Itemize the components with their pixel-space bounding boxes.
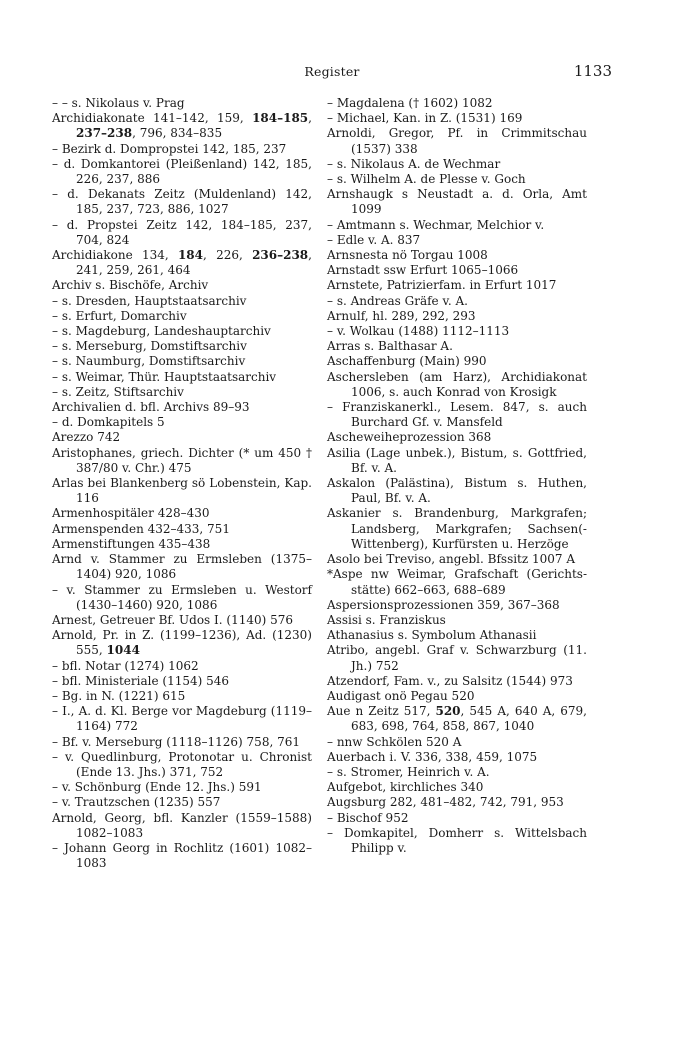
index-entry <box>327 354 587 369</box>
index-entry-bold-page-ref: 520 <box>435 704 461 719</box>
index-entry-text: , 796, 834–835 <box>132 126 223 141</box>
index-entry <box>327 826 587 856</box>
index-entry-text: – bfl. Ministeriale (1154) 546 <box>52 673 230 688</box>
index-entry-text: – d. Domkantorei (Pleißenland) 142, 185, 226, 237, 886 <box>52 156 312 187</box>
index-entry <box>52 309 312 324</box>
index-column-right <box>327 96 587 856</box>
index-entry <box>327 96 587 111</box>
index-entry-text: Aschaffenburg (Main) 990 <box>327 354 487 369</box>
index-entry <box>327 704 587 734</box>
index-entry-text: – I., A. d. Kl. Berge vor Magdeburg (1119–1164) 772 <box>52 704 312 734</box>
index-entry-text: – nnw Schkölen 520 A <box>327 734 462 749</box>
index-entry <box>327 628 587 643</box>
index-entry-text: , 241, 259, 261, 464 <box>76 248 312 278</box>
index-entry-text: – Bg. in N. (1221) 615 <box>52 688 186 703</box>
index-entry-text: , 545 A, 640 A, 679, 683, 698, 764, 858, 867, 1040 <box>351 704 587 734</box>
index-entry-text: – – s. Nikolaus v. Prag <box>52 96 185 110</box>
index-entry-text: – s. Zeitz, Stiftsarchiv <box>52 384 184 399</box>
index-entry <box>327 339 587 354</box>
index-entry-text: Ascheweiheprozession 368 <box>327 430 492 445</box>
index-column-left <box>52 96 312 871</box>
index-entry-text: Aufgebot, kirchliches 340 <box>327 780 484 795</box>
index-entry-text: Arras s. Balthasar A. <box>327 339 453 354</box>
index-entry-text: Asolo bei Treviso, angebl. Bfssitz 1007 A <box>327 552 576 567</box>
index-entry <box>327 294 587 309</box>
index-entry-text: – v. Quedlinburg, Protonotar u. Chronist (Ende 13. Jhs.) 371, 752 <box>52 749 312 779</box>
index-entry-text: Arnd v. Stammer zu Ermsleben (1375–1404) 920, 1086 <box>52 552 312 582</box>
page-number: 1133 <box>573 62 612 80</box>
index-entry-text: Armenspenden 432–433, 751 <box>52 521 230 536</box>
index-entry <box>52 324 312 339</box>
index-entry-text: Archivalien d. bfl. Archivs 89–93 <box>52 400 250 415</box>
index-entry <box>327 506 587 552</box>
index-entry-text: – Magdalena († 1602) 1082 <box>327 96 493 110</box>
index-entry-text: – v. Schönburg (Ende 12. Jhs.) 591 <box>52 780 262 795</box>
index-entry <box>327 674 587 689</box>
index-entry-text: Aue n Zeitz 517, <box>327 704 436 719</box>
index-entry <box>52 385 312 400</box>
index-entry <box>327 750 587 765</box>
index-entry <box>327 613 587 628</box>
index-entry-text: – s. Wilhelm A. de Plesse v. Goch <box>327 172 526 187</box>
index-entry-text: Arlas bei Blankenberg sö Lobenstein, Kap. 116 <box>52 476 312 506</box>
index-entry-bold-page-ref: 237–238 <box>76 126 133 141</box>
index-entry-text: Atzendorf, Fam. v., zu Salsitz (1544) 973 <box>327 673 573 688</box>
index-entry-text: Arnshaugk s Neustadt a. d. Orla, Amt 1099 <box>327 187 587 217</box>
index-entry-text: – s. Weimar, Thür. Hauptstaatsarchiv <box>52 369 277 384</box>
index-entry <box>52 628 312 658</box>
index-entry-text: Archiv s. Bischöfe, Archiv <box>52 278 209 293</box>
index-entry-text: – bfl. Notar (1274) 1062 <box>52 658 199 673</box>
index-entry-text: Arnold, Pr. in Z. (1199–1236), Ad. (1230) 555, <box>52 628 312 658</box>
index-entry <box>52 659 312 674</box>
index-entry-text: – Johann Georg in Rochlitz (1601) 1082–1083 <box>52 840 312 871</box>
index-entry <box>52 780 312 795</box>
index-entry <box>327 765 587 780</box>
index-entry-text: – d. Domkapitels 5 <box>52 415 165 430</box>
index-entry-text: Arnoldi, Gregor, Pf. in Crimmitschau (1537) 338 <box>327 126 587 156</box>
index-entry-text: – s. Stromer, Heinrich v. A. <box>327 764 490 779</box>
index-entry-text: – s. Erfurt, Domarchiv <box>52 308 187 323</box>
index-entry <box>327 218 587 233</box>
index-entry-text: Arnstete, Patrizierfam. in Erfurt 1017 <box>327 278 557 293</box>
index-entry <box>52 370 312 385</box>
index-entry <box>327 370 587 400</box>
index-entry-text: – s. Magdeburg, Landeshauptarchiv <box>52 324 271 339</box>
index-entry-text: Atribo, angebl. Graf v. Schwarzburg (11. Jh.) 752 <box>327 643 587 673</box>
index-entry <box>327 248 587 263</box>
index-entry-text: – v. Wolkau (1488) 1112–1113 <box>327 324 510 339</box>
index-entry-text: – Bischof 952 <box>327 810 409 825</box>
index-entry-text: Arnest, Getreuer Bf. Udos I. (1140) 576 <box>52 612 294 627</box>
index-entry-text: Aspersionsprozessionen 359, 367–368 <box>327 597 560 612</box>
index-entry-text: Aristophanes, griech. Dichter (* um 450 † 387/80 v. Chr.) 475 <box>52 445 312 475</box>
index-entry-text: – v. Stammer zu Ermsleben u. Westorf (1430–1460) 920, 1086 <box>52 582 312 612</box>
index-entry <box>327 643 587 673</box>
index-entry <box>52 218 312 248</box>
index-entry <box>52 613 312 628</box>
index-entry-text: – Edle v. A. 837 <box>327 232 421 247</box>
index-entry-bold-page-ref: 1044 <box>106 643 140 658</box>
index-entry <box>52 522 312 537</box>
index-entry <box>52 96 312 111</box>
index-entry <box>52 841 312 871</box>
index-entry-text: – d. Propstei Zeitz 142, 184–185, 237, 704, 824 <box>52 217 312 247</box>
index-entry-text: Arnsnesta nö Torgau 1008 <box>327 248 488 263</box>
index-entry <box>327 552 587 567</box>
index-entry <box>327 780 587 795</box>
index-entry <box>327 400 587 430</box>
index-entry-text: Arnold, Georg, bfl. Kanzler (1559–1588) 1082–1083 <box>52 810 312 840</box>
index-entry <box>327 278 587 293</box>
index-entry <box>52 430 312 445</box>
index-entry <box>327 309 587 324</box>
index-entry <box>52 583 312 613</box>
index-entry <box>52 339 312 354</box>
index-entry <box>52 537 312 552</box>
index-entry-text: – s. Naumburg, Domstiftsarchiv <box>52 354 246 369</box>
index-entry-text: Armenstiftungen 435–438 <box>52 536 211 551</box>
index-entry-text: Audigast onö Pegau 520 <box>327 688 475 703</box>
index-entry <box>52 735 312 750</box>
index-entry-text: Archidiakone 134, <box>52 248 178 263</box>
index-entry-text: Asilia (Lage unbek.), Bistum, s. Gottfried, Bf. v. A. <box>327 445 587 475</box>
index-entry-text: – Bf. v. Merseburg (1118–1126) 758, 761 <box>52 734 300 749</box>
running-title: Register <box>304 64 360 79</box>
index-entry <box>52 446 312 476</box>
index-entry-text: – Michael, Kan. in Z. (1531) 169 <box>327 111 523 126</box>
index-entry <box>327 157 587 172</box>
index-entry <box>327 126 587 156</box>
index-entry <box>327 567 587 597</box>
index-entry-text: Augsburg 282, 481–482, 742, 791, 953 <box>327 795 564 810</box>
index-entry-text: Athanasius s. Symbolum Athanasii <box>327 628 537 643</box>
index-entry <box>327 795 587 810</box>
index-entry <box>327 689 587 704</box>
index-entry-text: – s. Dresden, Hauptstaatsarchiv <box>52 293 247 308</box>
index-entry-text: Aschersleben (am Harz), Archidiakonat 1006, s. auch Konrad von Krosigk <box>327 369 587 399</box>
index-entry <box>327 430 587 445</box>
index-entry <box>52 795 312 810</box>
index-entry-text: – d. Dekanats Zeitz (Muldenland) 142, 185, 237, 723, 886, 1027 <box>52 187 312 217</box>
index-entry <box>327 446 587 476</box>
index-entry <box>52 400 312 415</box>
index-entry-bold-page-ref: 236–238 <box>252 248 309 263</box>
index-entry <box>52 278 312 293</box>
index-entry <box>327 598 587 613</box>
index-entry <box>327 172 587 187</box>
index-entry <box>327 111 587 126</box>
index-entry-text: Archidiakonate 141–142, 159, <box>52 111 253 126</box>
index-entry <box>52 111 312 141</box>
index-entry <box>52 248 312 278</box>
index-entry <box>327 811 587 826</box>
index-entry-text: , 226, <box>203 248 253 263</box>
index-entry-text: Armenhospitäler 428–430 <box>52 506 210 521</box>
index-entry <box>327 233 587 248</box>
index-entry <box>327 187 587 217</box>
index-entry-text: – Amtmann s. Wechmar, Melchior v. <box>327 217 545 232</box>
index-entry <box>52 476 312 506</box>
index-entry <box>52 704 312 734</box>
running-head <box>52 62 612 82</box>
index-entry <box>52 689 312 704</box>
index-entry <box>327 324 587 339</box>
index-entry <box>52 750 312 780</box>
index-entry-text: – v. Trautzschen (1235) 557 <box>52 795 221 810</box>
index-entry <box>52 294 312 309</box>
index-entry-text: – Domkapitel, Domherr s. Wittelsbach Philipp v. <box>327 825 587 855</box>
index-entry <box>52 506 312 521</box>
index-entry-bold-page-ref: 184 <box>177 248 203 263</box>
index-entry-text: – s. Merseburg, Domstiftsarchiv <box>52 339 247 354</box>
index-entry <box>52 415 312 430</box>
index-entry <box>52 187 312 217</box>
index-entry-text: , <box>308 111 312 126</box>
index-entry-text: – s. Nikolaus A. de Wechmar <box>327 156 501 171</box>
index-entry-text: – Bezirk d. Dompropstei 142, 185, 237 <box>52 141 287 156</box>
index-entry-text: Arezzo 742 <box>52 430 121 445</box>
index-entry <box>52 674 312 689</box>
index-entry-text: Askalon (Palästina), Bistum s. Huthen, Paul, Bf. v. A. <box>327 476 587 506</box>
index-entry-bold-page-ref: 184–185 <box>252 111 309 126</box>
index-entry <box>52 552 312 582</box>
index-entry <box>52 811 312 841</box>
index-entry-text: Arnulf, hl. 289, 292, 293 <box>327 308 476 323</box>
index-entry <box>327 735 587 750</box>
index-entry <box>52 354 312 369</box>
index-entry-text: Arnstadt ssw Erfurt 1065–1066 <box>327 263 519 278</box>
index-entry-text: – Franziskanerkl., Lesem. 847, s. auch Burchard Gf. v. Mansfeld <box>327 400 587 430</box>
index-entry <box>52 157 312 187</box>
index-entry <box>327 476 587 506</box>
index-entry-text: – s. Andreas Gräfe v. A. <box>327 293 468 308</box>
index-entry-text: Assisi s. Franziskus <box>327 612 446 627</box>
index-entry-text: Askanier s. Brandenburg, Markgrafen; Landsberg, Markgrafen; Sachsen(-Wittenberg), Kurfürsten u. Herzöge <box>327 506 587 551</box>
index-entry-text: *Aspe nw Weimar, Grafschaft (Gerichtsstätte) 662–663, 688–689 <box>327 567 587 597</box>
index-entry <box>52 142 312 157</box>
index-entry-text: Auerbach i. V. 336, 338, 459, 1075 <box>327 749 538 764</box>
index-entry <box>327 263 587 278</box>
